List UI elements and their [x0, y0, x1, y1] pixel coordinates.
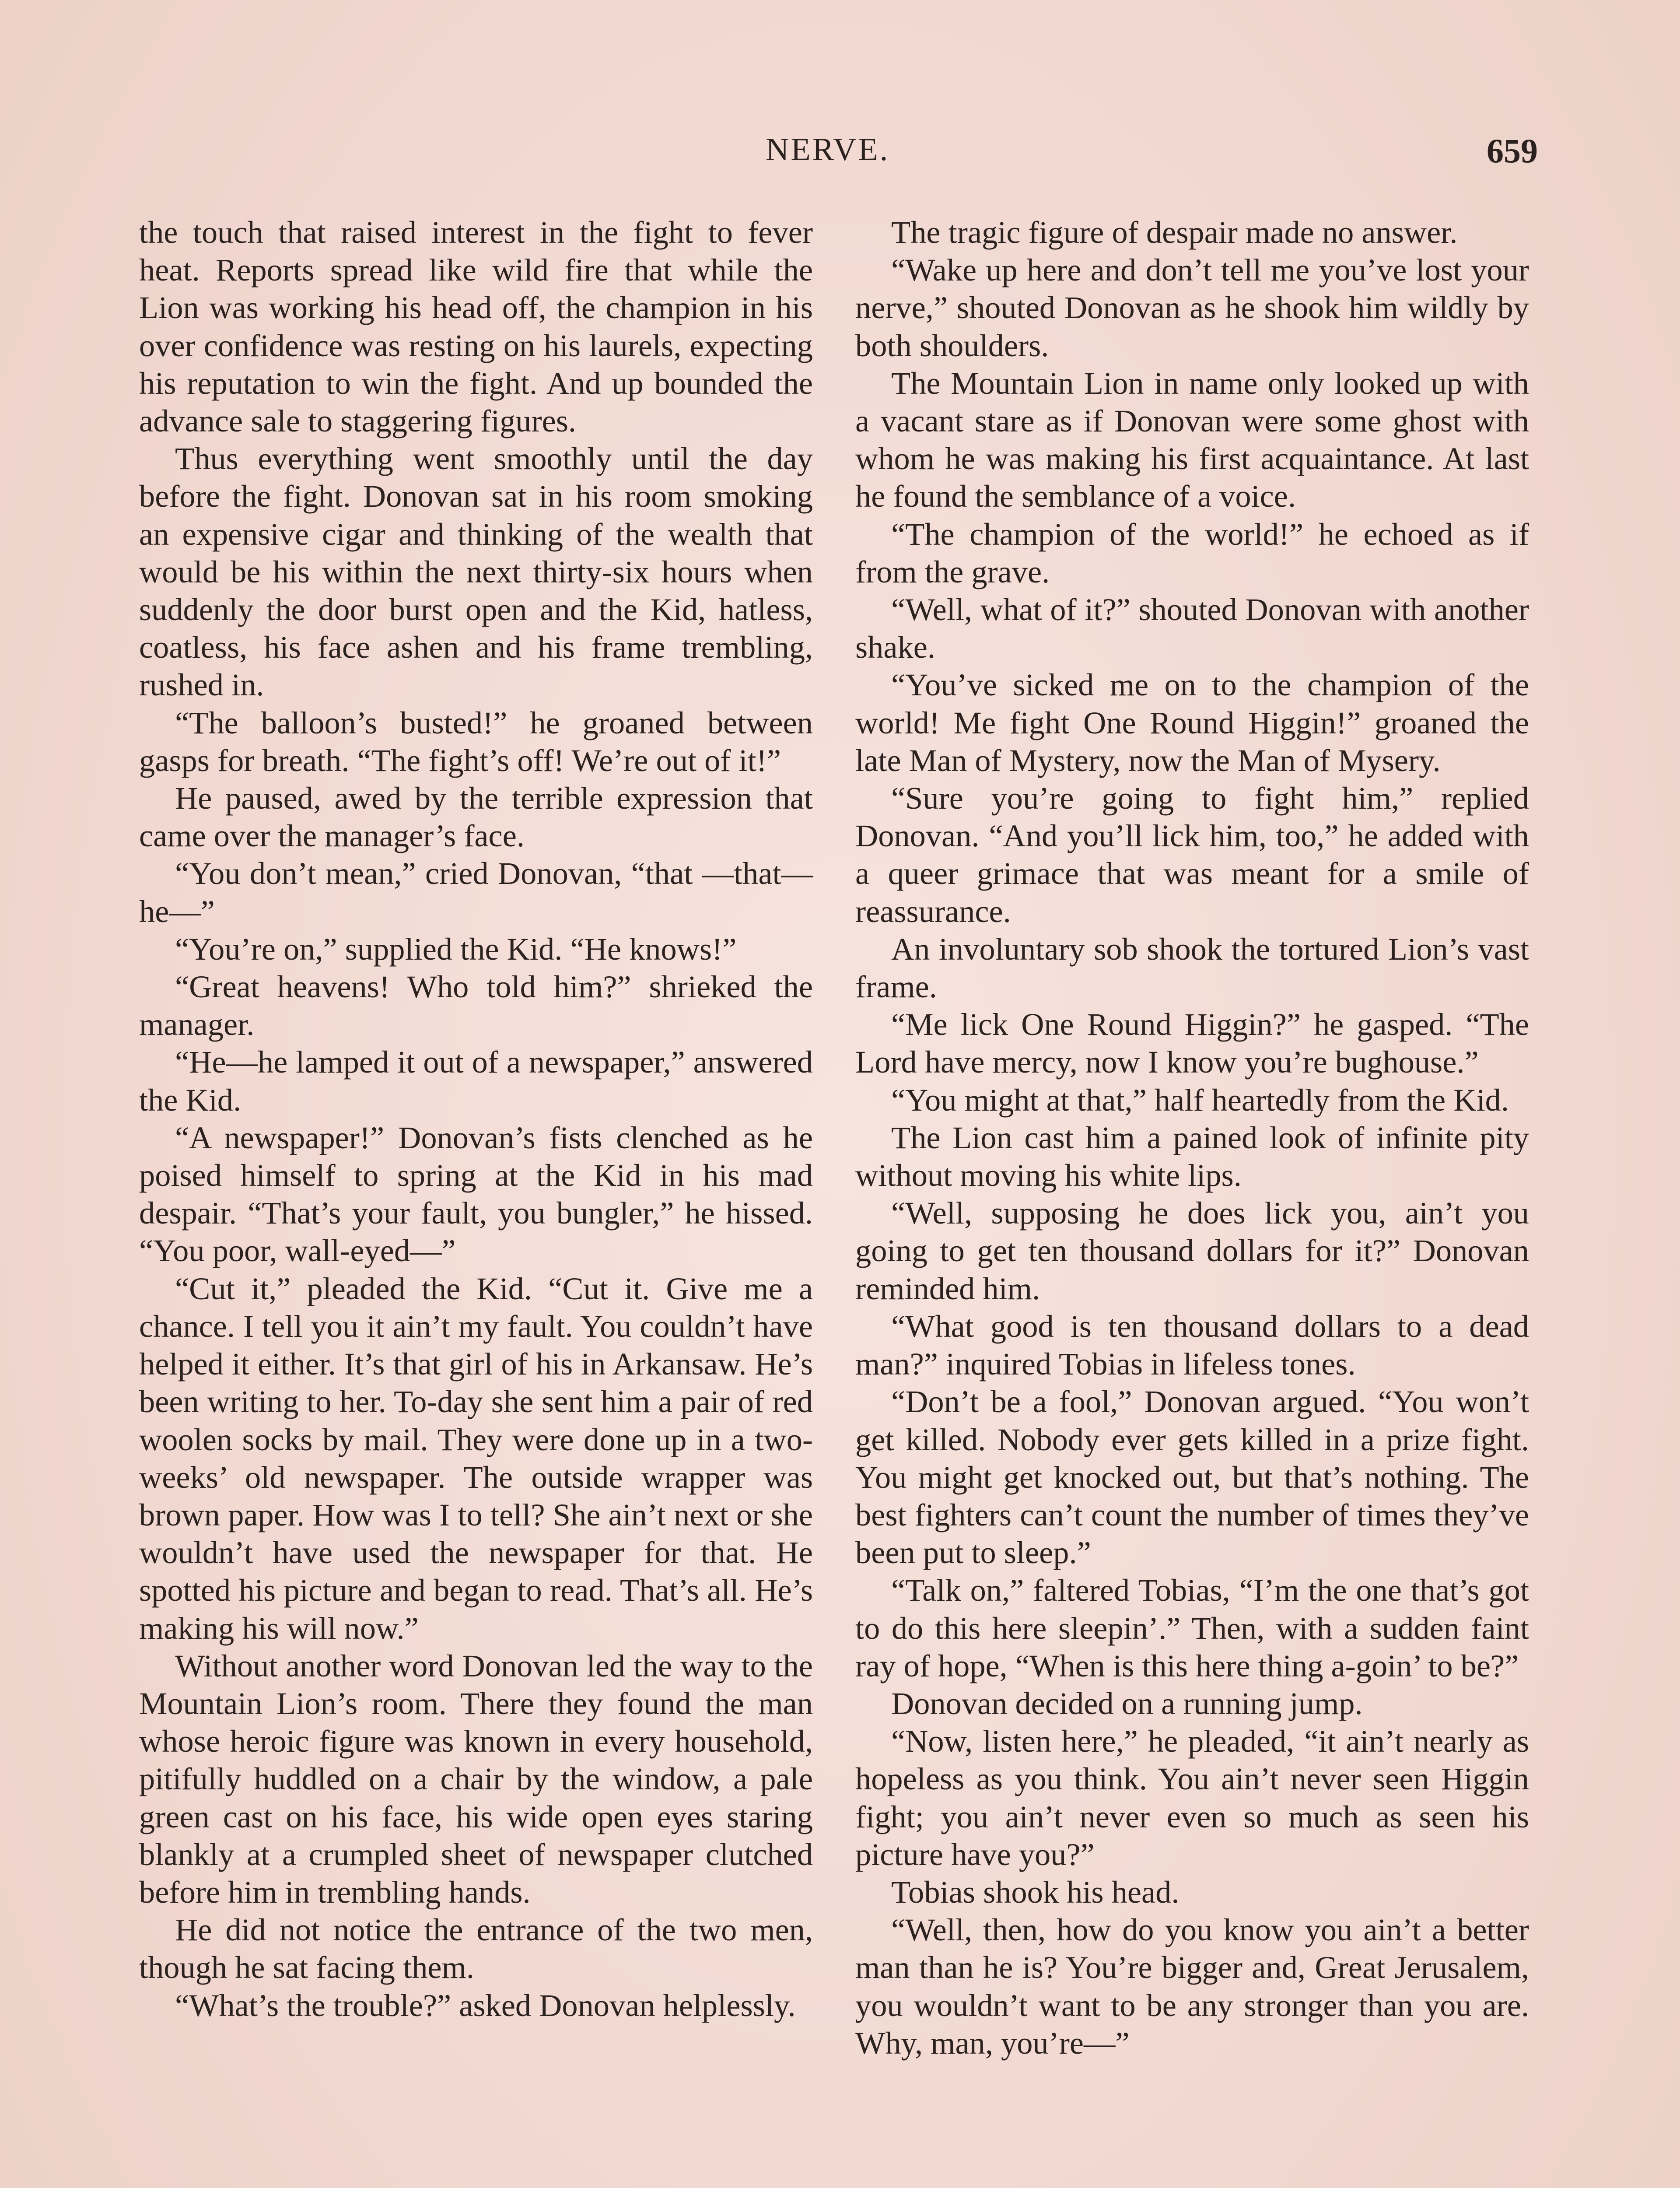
- paragraph: “Now, listen here,” he pleaded, “it ain’t nearly as hopeless as you think. You ain’t never seen Higgin fight; you ain’t never even so much as seen his picture have you?”: [855, 1723, 1529, 1872]
- paragraph: “Well, what of it?” shouted Donovan with another shake.: [855, 592, 1529, 665]
- running-title: NERVE.: [766, 132, 890, 168]
- paragraph: “Sure you’re going to fight him,” replied Donovan. “And you’ll lick him, too,” he added with a queer grimace that was meant for a smile of reassurance.: [855, 780, 1529, 929]
- paragraph: “Well, supposing he does lick you, ain’t you going to get ten thousand dollars for it?” Donovan reminded him.: [855, 1195, 1529, 1306]
- paragraph: “A newspaper!” Donovan’s fists clenched as he poised himself to spring at the Kid in his mad despair. “That’s your fault, you bungler,” he hissed. “You poor, wall-eyed—”: [139, 1119, 813, 1269]
- page-number: 659: [1487, 132, 1538, 170]
- paragraph: “Me lick One Round Higgin?” he gasped. “The Lord have mercy, now I know you’re bughouse.”: [855, 1006, 1529, 1080]
- paragraph: “He—he lamped it out of a newspaper,” answered the Kid.: [139, 1044, 813, 1118]
- paragraph: “What’s the trouble?” asked Donovan helplessly.: [175, 1987, 796, 2023]
- page-header: [0, 131, 1680, 184]
- paragraph: The Mountain Lion in name only looked up with a vacant stare as if Donovan were some ghost with whom he was making his first acquaintance. At last he found the semblance of a voice.: [855, 365, 1529, 514]
- paragraph: Thus everything went smoothly until the day before the fight. Donovan sat in his room smoking an expensive cigar and thinking of the wealth that would be his within the next thirty-six hours when suddenly the door burst open and the Kid, hatless, coatless, his face ashen and his frame trembling, rushed in.: [139, 441, 813, 703]
- paragraph: “You don’t mean,” cried Donovan, “that —that—he—”: [139, 856, 813, 929]
- paragraph: “Well, then, how do you know you ain’t a better man than he is? You’re bigger and, Great Jerusalem, you wouldn’t want to be any stronger than you are. Why, man, you’re—”: [855, 1912, 1529, 2061]
- paragraph: “You’re on,” supplied the Kid. “He knows!”: [175, 931, 737, 967]
- paragraph: He did not notice the entrance of the two men, though he sat facing them.: [139, 1912, 813, 1985]
- paragraph: “The balloon’s busted!” he groaned between gasps for breath. “The fight’s off! We’re out of it!”: [139, 705, 813, 778]
- paragraph: the touch that raised interest in the fight to fever heat. Reports spread like wild fire that while the Lion was working his head off, the champion in his over confidence was resting on his laurels, expecting his reputation to win the fight. And up bounded the advance sale to staggering figures.: [139, 214, 813, 439]
- paragraph: “Talk on,” faltered Tobias, “I’m the one that’s got to do this here sleepin’.” Then, with a sudden faint ray of hope, “When is this here thing a-goin’ to be?”: [855, 1572, 1529, 1683]
- paragraph: The Lion cast him a pained look of infinite pity without moving his white lips.: [855, 1119, 1529, 1193]
- paragraph: “Don’t be a fool,” Donovan argued. “You won’t get killed. Nobody ever gets killed in a prize fight. You might get knocked out, but that’s nothing. The best fighters can’t count the number of times they’ve been put to sleep.”: [855, 1384, 1529, 1571]
- paragraph: “Cut it,” pleaded the Kid. “Cut it. Give me a chance. I tell you it ain’t my fault. You couldn’t have helped it either. It’s that girl of his in Arkansaw. He’s been writing to her. To-day she sent him a pair of red woolen socks by mail. They were done up in a two-weeks’ old newspaper. The outside wrapper was brown paper. How was I to tell? She ain’t next or she wouldn’t have used the newspaper for that. He spotted his picture and began to read. That’s all. He’s making his will now.”: [139, 1270, 813, 1646]
- right-column: [855, 214, 1529, 2062]
- paragraph: Tobias shook his head.: [891, 1874, 1180, 1910]
- paragraph: “Great heavens! Who told him?” shrieked the manager.: [139, 969, 813, 1042]
- paragraph: “You’ve sicked me on to the champion of the world! Me fight One Round Higgin!” groaned the late Man of Mystery, now the Man of Mysery.: [855, 667, 1529, 778]
- paragraph: “Wake up here and don’t tell me you’ve lost your nerve,” shouted Donovan as he shook him wildly by both shoulders.: [855, 252, 1529, 363]
- paragraph: “The champion of the world!” he echoed as if from the grave.: [855, 516, 1529, 589]
- paragraph: “You might at that,” half heartedly from the Kid.: [891, 1082, 1509, 1118]
- paragraph: “What good is ten thousand dollars to a dead man?” inquired Tobias in lifeless tones.: [855, 1308, 1529, 1382]
- paragraph: An involuntary sob shook the tortured Lion’s vast frame.: [855, 931, 1529, 1005]
- paragraph: Without another word Donovan led the way to the Mountain Lion’s room. There they found the man whose heroic figure was known in every household, pitifully huddled on a chair by the window, a pale green cast on his face, his wide open eyes staring blankly at a crumpled sheet of newspaper clutched before him in trembling hands.: [139, 1648, 813, 1910]
- paragraph: The tragic figure of despair made no answer.: [891, 214, 1458, 250]
- left-column: [139, 214, 813, 2024]
- paragraph: Donovan decided on a running jump.: [891, 1685, 1363, 1721]
- paragraph: He paused, awed by the terrible expression that came over the manager’s face.: [139, 780, 813, 854]
